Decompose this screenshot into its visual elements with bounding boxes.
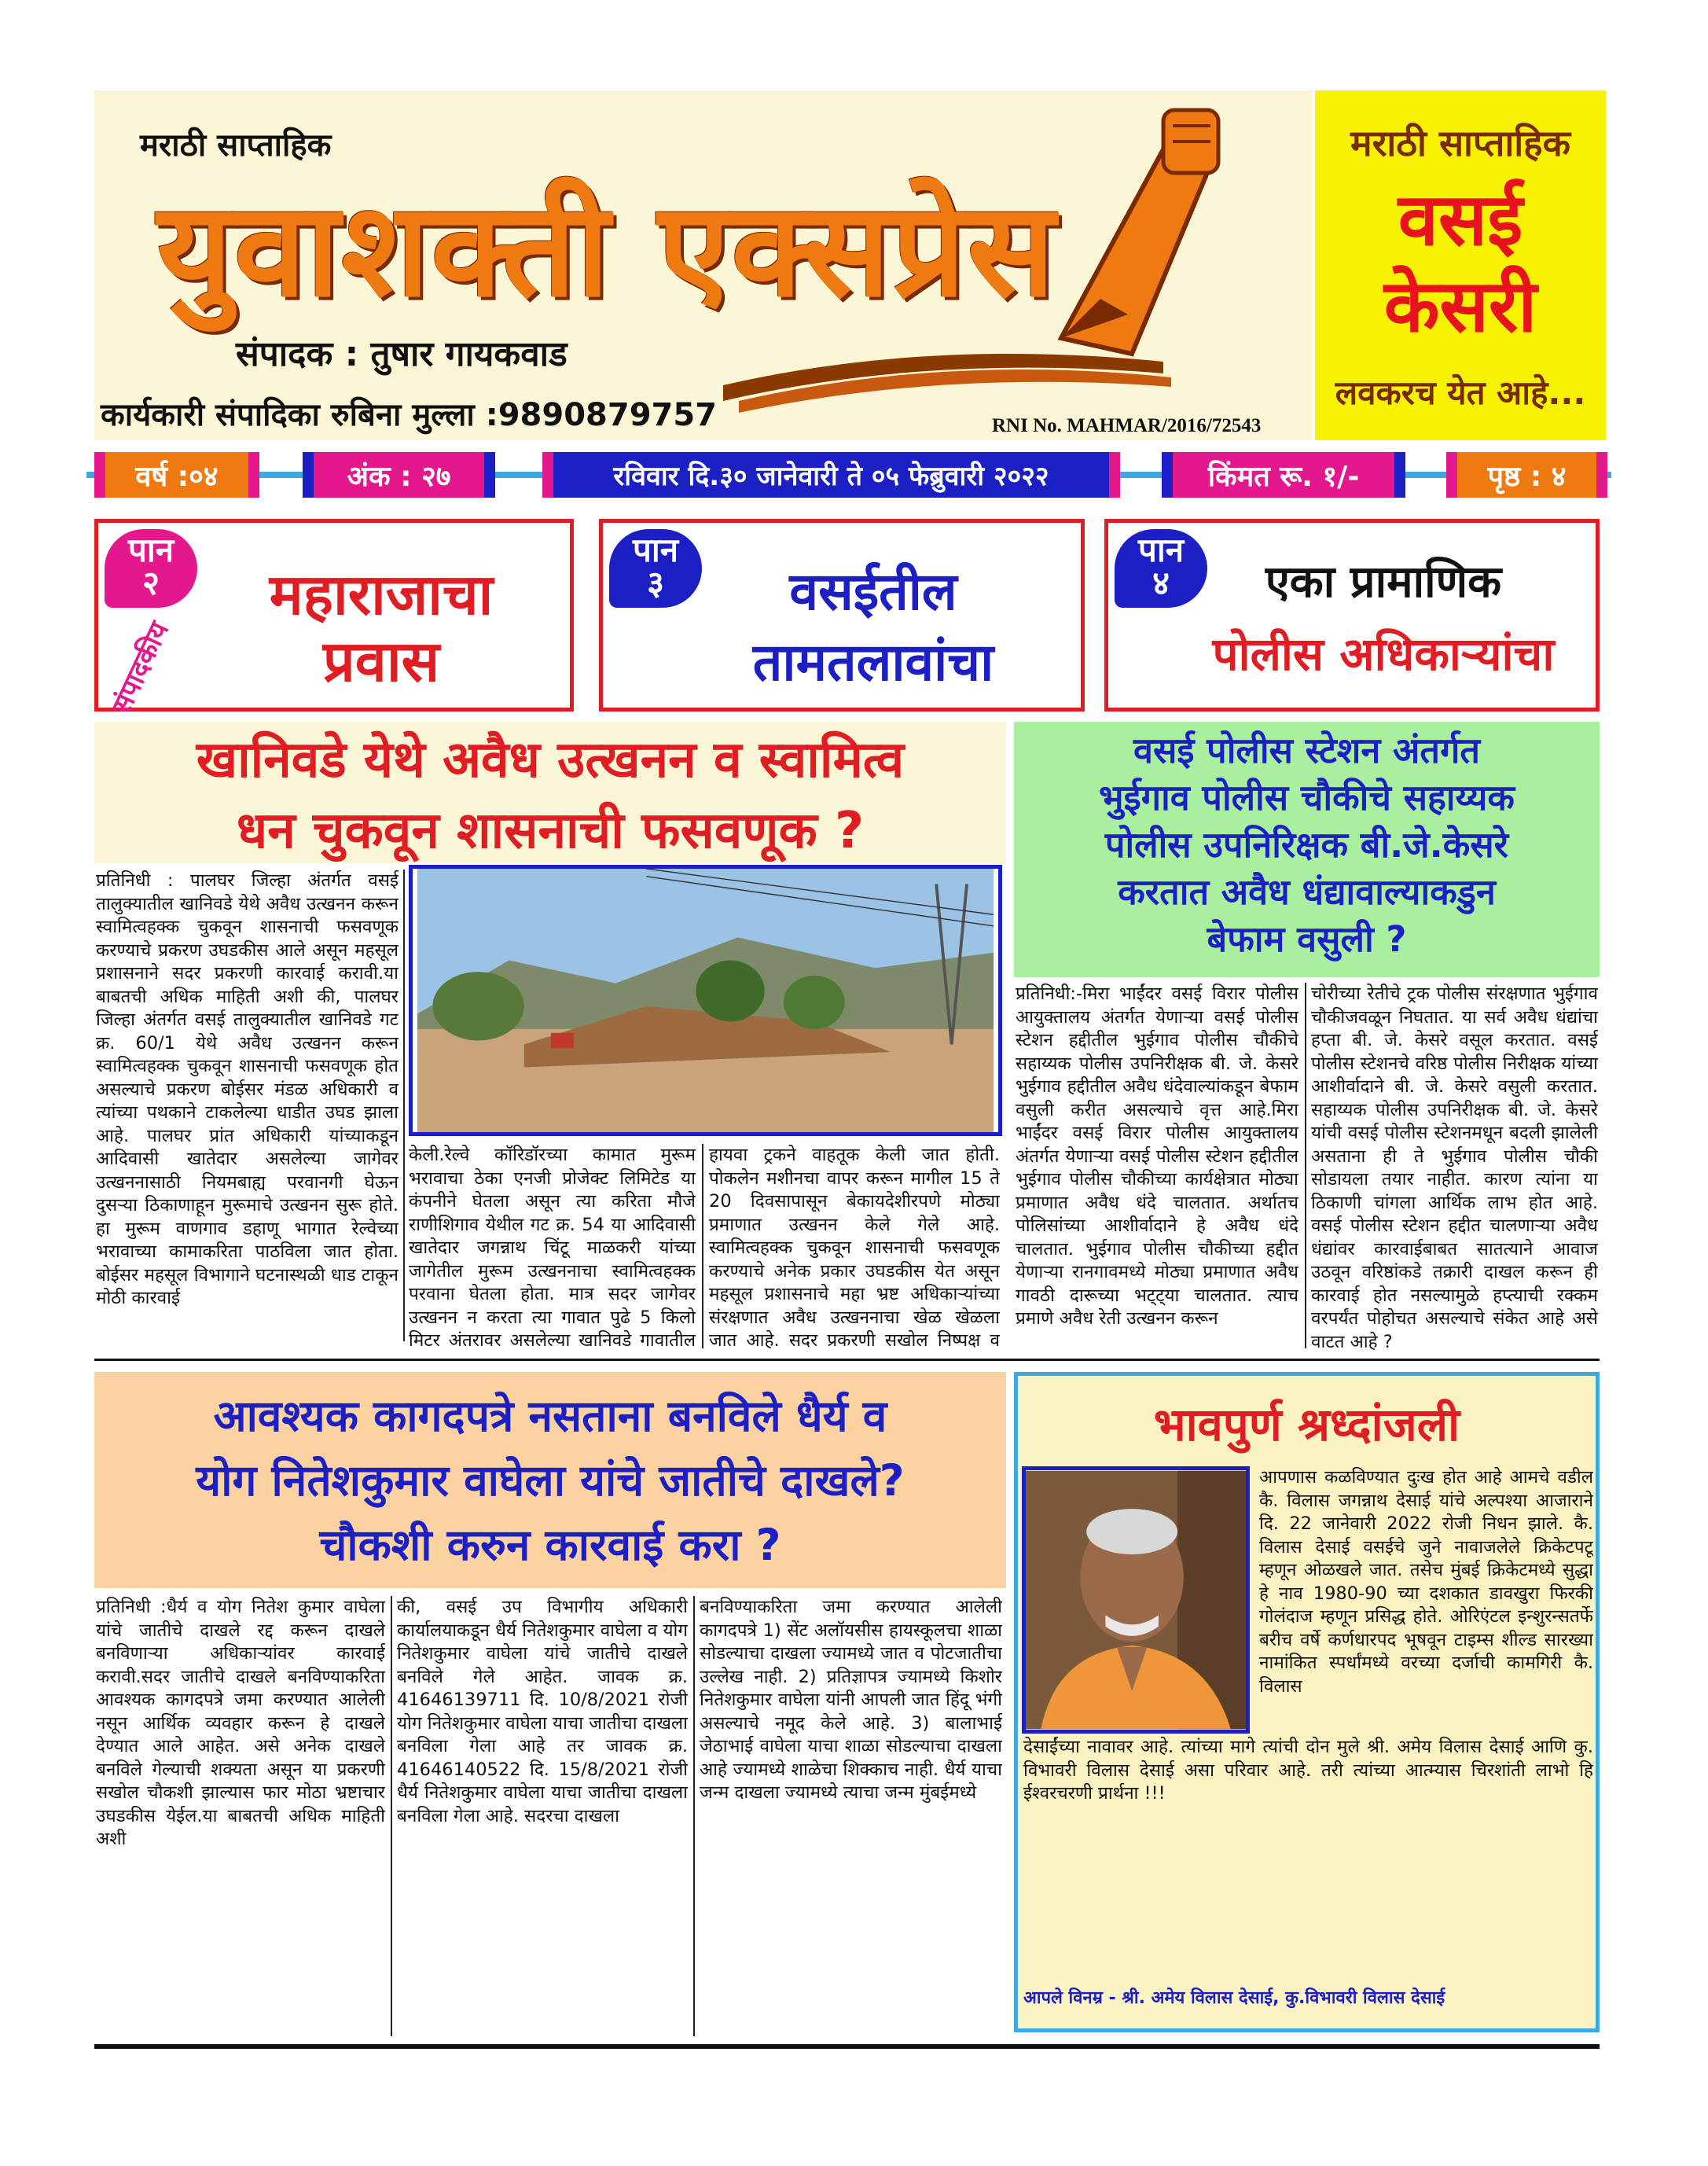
story3-headline [94,1384,1006,1577]
pages-badge: पृष्ठ : ४ [1446,452,1607,498]
rni-number: RNI No. MAHMAR/2016/72543 [992,415,1262,436]
editor-line: संपादक : तुषार गायकवाड [236,334,567,374]
story3-headline-line: योग नितेशकुमार वाघेला यांचे जातीचे दाखले? [196,1455,905,1506]
story2-headline-line: बेफाम वसुली ? [1207,918,1407,960]
page-tag-4: पान ४ [1115,529,1207,608]
tribute-text-top: आपणास कळविण्यात दुःख होत आहे आमचे वडील कै. विलास जगन्नाथ देसाई यांचे अल्पश्या आजाराने दि. 22 जानेवारी 2022 रोजी निधन झाले. कै. विलास देसाई वसईचे जुने नावाजलेले क्रिकेटपटू म्हणून ओळखले जात. तसेच मुंबई क्रिकेटमध्ये सुद्धा हे नाव 1980-90 च्या दशकात डावखुरा फिरकी गोलंदाज म्हणून प्रसिद्ध होते. ओरिएंटल इन्शुरन्सतर्फे बरीच वर्षे कर्णधारपद भूषवून टाइम्स शील्ड सारख्या नामांकित स्पर्धांमध्ये वरच्या दर्जाची कामगिरी कै. विलास [1259,1467,1593,1697]
date-badge: रविवार दि.३० जानेवारी ते ०५ फेब्रुवारी २०२२ [542,452,1120,498]
story2-col1: प्रतिनिधी:-मिरा भाईंदर वसई विरार पोलीस आयुक्तालय अंतर्गत येणाऱ्या वसई पोलीस स्टेशन हद्दीतील भुईगाव पोलीस चौकीचे सहाय्यक पोलीस उपनिरीक्षक बी. जे. केसरे भुईगाव हद्दीतील अवैध धंदेवाल्यांकडून बेफाम वसुली करीत असल्याचे वृत्त आहे.मिरा भाईंदर वसई विरार पोलीस आयुक्तालय अंतर्गत येणाऱ्या वसई पोलीस स्टेशन हद्दीतील भुईगाव पोलीस चौकीच्या कार्यक्षेत्रात मोठ्या प्रमाणात अवैध धंदे चालतात. अर्थातच पोलिसांच्या आशीर्वादाने हे अवैध धंदे चालतात. भुईगाव पोलीस चौकीच्या हद्दीत येणाऱ्या रानगावमध्ये मोठ्या प्रमाणात अवैध गावठी दारूच्या भट्ट्या चालतात. त्याच प्रमाणे अवैध रेती उत्खनन करून [1016,984,1298,1329]
story2-col2: चोरीच्या रेतीचे ट्रक पोलीस संरक्षणात भुईगाव चौकीजवळून निघतात. या सर्व अवैध धंद्यांचा हप्ता बी. जे. केसरे वसूल करतात. वसई पोलीस स्टेशनचे वरिष्ठ पोलीस निरीक्षक यांच्या आशीर्वादाने बी. जे. केसरे वसुली करतात. सहाय्यक पोलीस उपनिरीक्षक बी. जे. केसरे यांची वसई पोलीस स्टेशनमधून बदली झालेली असताना ही ते भुईगाव पोलीस चौकी सोडायला तयार नाहीत. कारण त्यांना या ठिकाणी चांगला आर्थिक लाभ होत आहे. वसई पोलीस स्टेशन हद्दीत चालणाऱ्या अवैध धंद्यांवर कारवाईबाबत सातत्याने आवाज उठवून वरिष्ठांकडे तक्रारी दाखल करून ही कारवाई होत नसल्यामुळे हप्त्याची रक्कम वरपर्यंत पोहोचत असल्याचे संकेत आहे असे वाटत आहे ? [1311,984,1598,1352]
footer-rule [94,2044,1600,2049]
story3-col1: प्रतिनिधी :धैर्य व योग नितेश कुमार वाघेला यांचे जातीचे दाखले रद्द करून दाखले बनविणाऱ्या अधिकाऱ्यांवर कारवाई करावी.सदर जातीचे दाखले बनविण्याकरिता आवश्यक कागदपत्रे जमा करण्यात आलेली नसून आर्थिक व्यवहार करून हे दाखले देण्यात आले आहेत. असे अनेक दाखले बनविले गेल्याची शक्यता असून या प्रकरणी सखोल चौकशी झाल्यास फार मोठा भ्रष्टाचार उघडकीस येईल.या बाबतची अधिक माहिती अशी [96,1597,385,1849]
promo-name-line1: वसई [1398,178,1523,262]
story3-headline-line: चौकशी करुन कारवाई करा ? [319,1520,781,1570]
tribute-signature: आपले विनम्र - श्री. अमेय विलास देसाई, कु.विभावरी विलास देसाई [1023,1988,1445,2008]
section-rule [94,1359,1600,1361]
tribute-text-bottom: देसाईंच्या नावावर आहे. त्यांच्या मागे त्यांची दोन मुले श्री. अमेय विलास देसाई आणि कु. विभावरी विलास देसाई असा परिवार आहे. तरी त्यांच्या आत्म्यास चिरशांती लाभो हि ईश्वरचरणी प्रार्थना !!! [1023,1737,1593,1804]
story1-headline-2: धन चुकवून शासनाची फसवणूक ? [236,802,865,860]
column-divider [693,1596,695,2036]
issue-badge: अंक : २७ [303,452,495,498]
column-divider [702,1144,703,1348]
story2-headline-line: पोलीस उपनिरिक्षक बी.जे.केसरे [1104,824,1509,866]
story2-headline-line: करतात अवैध धंद्यावाल्याकडुन [1118,871,1496,913]
story1-col2: केली.रेल्वे कॉरिडॉरच्या कामात मुरूम भरावाचा ठेका एनजी प्रोजेक्ट लिमिटेड या कंपनीने घेतला असून त्या करिता मौजे राणीशिगाव येथील गट क्र. 54 या आदिवासी खातेदार जगन्नाथ चिंटू माळकरी यांच्या जागेतील मुरूम उत्खननाचा स्वामित्वहक्क परवाना घेतला होता. मात्र सदर जागेवर उत्खनन न करता त्या गावात पुढे 5 किलो मिटर अंतरावर असलेल्या खानिवडे गावातील [409,1145,696,1351]
column-divider [403,870,405,1341]
story2-headline-line: वसई पोलीस स्टेशन अंतर्गत [1133,730,1481,771]
page-teaser-2-line2: प्रवास [322,628,440,694]
column-divider [391,1596,392,2036]
story1-headline-1: खानिवडे येथे अवैध उत्खनन व स्वामित्व [196,731,905,789]
story3-col2: की, वसई उप विभागीय अधिकारी कार्यालयाकडून धैर्य नितेशकुमार वाघेला व योग नितेशकुमार वाघेला यांचे जातीचे दाखले बनविले गेले आहेत. जावक क्र. 41646139711 दि. 10/8/2021 रोजी योग नितेशकुमार वाघेला याचा जातीचा दाखला बनविला गेला आहे तर जावक क्र. 41646140522 दि. 15/8/2021 रोजी धैर्य नितेशकुमार वाघेला याचा जातीचा दाखला बनविला गेला आहे. सदरचा दाखला [397,1597,688,1826]
story2-headline [1014,727,1600,963]
page-teaser-4[interactable] [1104,519,1600,712]
page-teaser-2-line1: महाराजाचा [269,561,494,627]
masthead-small-title: मराठी साप्ताहिक [140,127,332,164]
promo-soon: लवकरच येत आहे... [1335,373,1586,412]
story1-col1: प्रतिनिधी : पालघर जिल्हा अंतर्गत वसई तालुक्यातील खानिवडे येथे अवैध उत्खनन करून स्वामित्वहक्क चुकवून शासनाची फसवणूक करण्याचे प्रकरण उघडकीस आले असून महसूल प्रशासनाने सदर प्रकरणी कारवाई करावी.या बाबतची अधिक माहिती अशी की, पालघर जिल्हा अंतर्गत वसई तालुक्यातील खानिवडे गट क्र. 60/1 येथे अवैध उत्खनन करून स्वामित्वहक्क चुकवून शासनाची फसवणूक होत असल्याचे प्रकरण बोईसर मंडळ अधिकारी व त्यांच्या पथकाने टाकलेल्या धाडीत उघड झाला आहे. पालघर प्रांत अधिकारी यांच्याकडून आदिवासी खातेदार असलेल्या जागेवर उत्खननासाठी नियमबाह्य परवानगी घेऊन दुसऱ्या ठिकाणाहून मुरूमाचे उत्खनन सुरू होते. हा मुरूम वाणगाव डहाणू भागात रेल्वेच्या भरावाच्या कामाकरिता पाठविला जात होता. बोईसर महसूल विभागाने घटनास्थळी धाड टाकून मोठी कारवाई [96,870,399,1308]
page-teaser-4-line1: एका प्रामाणिक [1265,557,1502,608]
price-badge: किंमत रू. १/- [1162,452,1405,498]
promo-box [1315,90,1606,440]
page-teaser-3-line1: वसईतील [789,561,957,622]
story2-headline-line: भुईगाव पोलीस चौकीचे सहाय्यक [1099,777,1515,818]
portrait-photo [1022,1466,1250,1734]
column-divider [1305,983,1306,1348]
story1-col3: हायवा ट्रकने वाहतूक केली जात होती. पोकलेन मशीनचा वापर करून मागील 15 ते 20 दिवसापासून बेकायदेशीरपणे मोठ्या प्रमाणात उत्खनन केले गेले आहे. स्वामित्वहक्क चुकवून शासनाची फसवणूक करण्याचे अनेक प्रकार उघडकीस येत असून महसूल प्रशासनाचे महा भ्रष्ट अधिकाऱ्यांच्या संरक्षणात अवैध उत्खननाचा खेळ खेळला जात आहे. सदर प्रकरणी सखोल निष्पक्ष व [709,1145,1000,1351]
page-teaser-4-line2: पोलीस अधिकाऱ्यांचा [1212,627,1555,681]
promo-top: मराठी साप्ताहिक [1350,122,1570,164]
story3-headline-line: आवश्यक कागदपत्रे नसताना बनविले धैर्य व [213,1391,887,1441]
quarry-photo [409,865,1002,1136]
promo-name-line2: केसरी [1383,264,1537,348]
newspaper-title: युवाशक्ती एक्सप्रेस [157,175,1057,325]
page-teaser-2[interactable] [94,519,574,719]
promo-name [1315,177,1606,350]
page-teaser-3[interactable] [599,519,1085,712]
year-badge: वर्ष :०४ [94,452,259,498]
page-teaser-3-line2: तामतलावांचा [752,632,994,693]
tribute-title: भावपुर्ण श्रध्दांजली [1153,1398,1460,1451]
executive-editor-line: कार्यकारी संपादिका रुबिना मुल्ला :9890879757 [101,397,718,433]
story3-col3: बनविण्याकरिता जमा करण्यात आलेली कागदपत्रे 1) सेंट अलॉयसीस हायस्कूलचा शाळा सोडल्याचा दाखला ज्यामध्ये जात व पोटजातीचा उल्लेख नाही. 2) प्रतिज्ञापत्र ज्यामध्ये किशोर नितेशकुमार वाघेला यांनी आपली जात हिंदू भंगी असल्याचे नमूद केले आहे. 3) बालाभाई जेठाभाई वाघेला याचा शाळा सोडल्याचा दाखला आहे ज्यामध्ये शाळेचा शिक्काच नाही. धैर्य याचा जन्म दाखला ज्यामध्ये त्याचा जन्म मुंबईमध्ये [700,1597,1002,1803]
page-tag-2: पान २ [105,529,197,608]
editorial-label: संपादकीय [105,616,176,719]
page-tag-3: पान ३ [609,529,702,608]
